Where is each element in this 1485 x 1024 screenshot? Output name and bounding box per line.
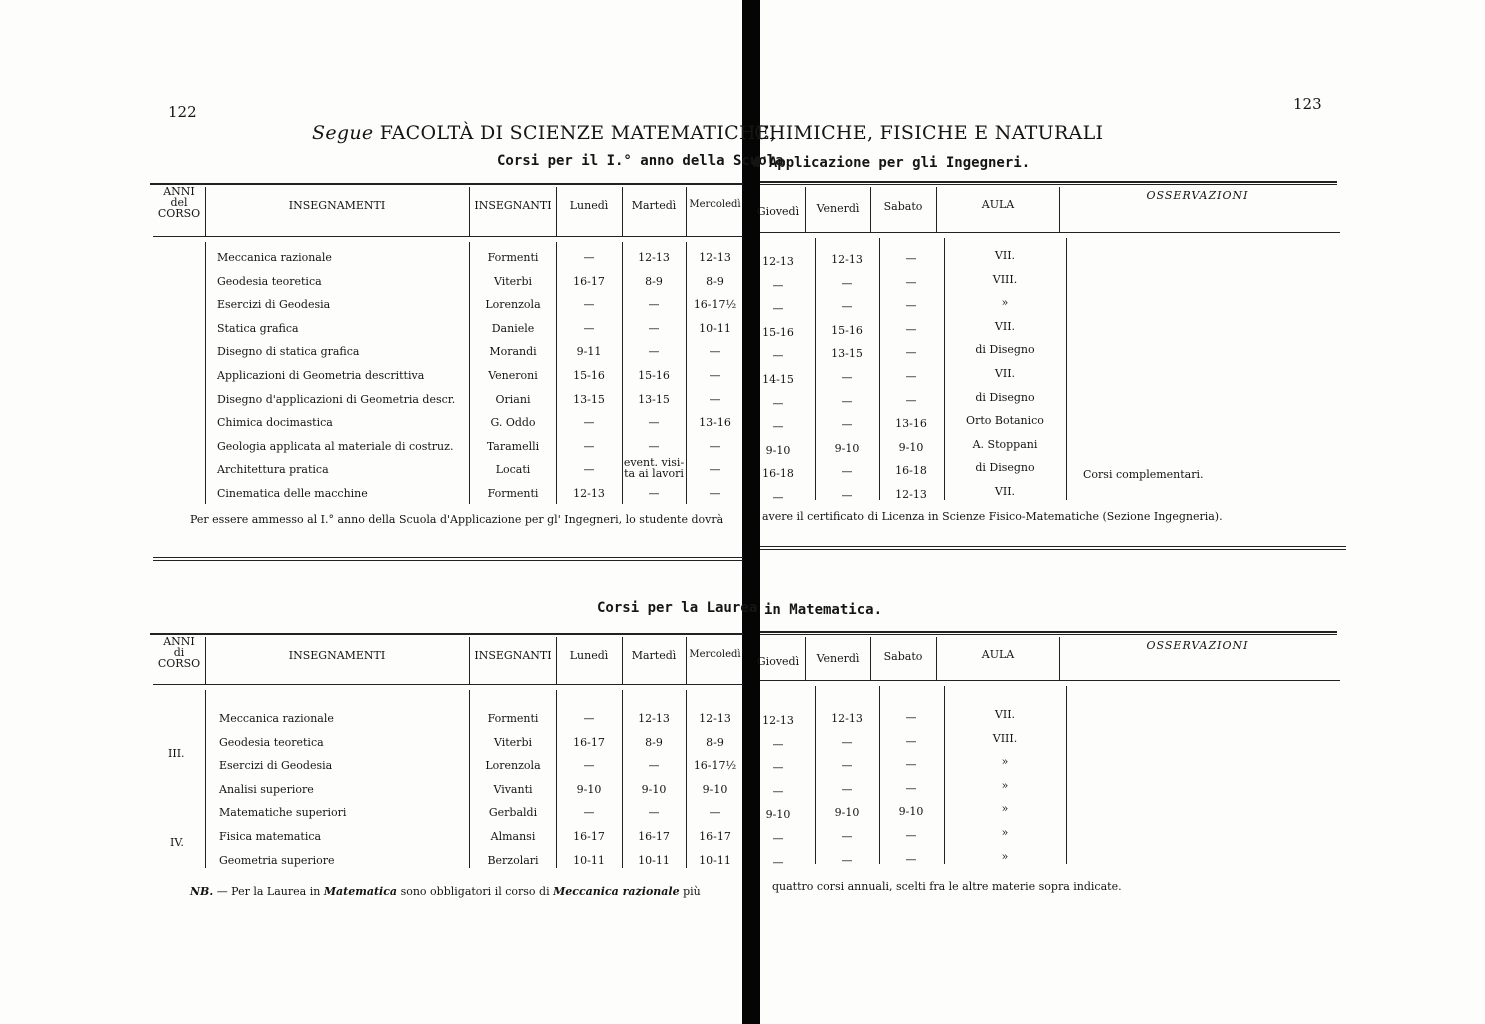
nb-label: NB.: [190, 885, 214, 898]
cell-martedi: 8-9: [645, 735, 663, 749]
cell-venerdi: 13-15: [831, 347, 863, 361]
cell-martedi: —: [648, 759, 660, 773]
header-insegnamenti: INSEGNAMENTI: [288, 649, 386, 662]
table-top-rule: [150, 633, 743, 635]
header-venerdi: Venerdì: [816, 652, 860, 665]
section1-note-right: avere il certificato di Licenza in Scienze Fisico-Matematiche (Sezione Ingegneria).: [762, 510, 1223, 523]
cell-mercoledi: 10-11: [699, 853, 731, 867]
cell-venerdi: —: [841, 418, 853, 432]
cell-aula: VII.: [994, 708, 1016, 721]
cell-aula: VII.: [994, 319, 1016, 333]
divider-line: [760, 546, 1346, 547]
cell-lunedi: 16-17: [573, 830, 605, 843]
cell-aula: di Disegno: [975, 461, 1035, 475]
cell-mercoledi: —: [709, 345, 721, 359]
course-name: Meccanica razionale: [217, 251, 332, 264]
cell-sabato: —: [905, 829, 917, 842]
cell-martedi: —: [648, 806, 660, 820]
table-top-rule: [150, 183, 743, 185]
header-lunedi: Lunedì: [569, 199, 609, 212]
cell-aula: A. Stoppani: [972, 437, 1038, 451]
header-insegnanti: INSEGNANTI: [474, 649, 552, 662]
year-label-fourth: IV.: [170, 836, 184, 849]
cell-venerdi: —: [841, 830, 853, 843]
course-name: Applicazioni di Geometria descrittiva: [217, 369, 425, 382]
cell-lunedi: 10-11: [573, 853, 605, 867]
cell-sabato: 9-10: [898, 805, 924, 819]
cell-giovedi: —: [772, 491, 784, 504]
header-osservazioni: OSSERVAZIONI: [1146, 189, 1249, 202]
cell-lunedi: 9-11: [576, 345, 602, 359]
cell-giovedi: 15-16: [762, 325, 794, 339]
title-left-text: FACOLTÀ DI SCIENZE MATEMATICHE,: [379, 122, 777, 144]
cell-aula: »: [1001, 296, 1009, 310]
course-name: Esercizi di Geodesia: [217, 298, 331, 312]
teacher-name: Daniele: [491, 321, 535, 335]
cell-venerdi: —: [841, 782, 853, 796]
cell-giovedi: —: [772, 737, 784, 751]
header-giovedi: Giovedì: [756, 655, 800, 668]
table-top-rule: [760, 631, 1337, 633]
cell-mercoledi: —: [709, 439, 721, 453]
teacher-name: Formenti: [487, 712, 539, 725]
title-left: [312, 122, 776, 144]
section1-subtitle-left: Corsi per il I.° anno della Scuola: [497, 153, 784, 169]
cell-giovedi: —: [772, 855, 784, 869]
cell-mercoledi: —: [709, 487, 721, 500]
left-page-number: 122: [168, 103, 197, 121]
note-italic-2: Meccanica razionale: [553, 885, 680, 898]
course-name: Geometria superiore: [219, 853, 335, 867]
teacher-name: Lorenzola: [485, 298, 541, 312]
teacher-name: Formenti: [487, 251, 539, 264]
cell-giovedi: —: [772, 832, 784, 845]
table-top-rule: [760, 634, 1337, 635]
cell-venerdi: —: [841, 371, 853, 384]
header-insegnanti: INSEGNANTI: [474, 199, 552, 212]
cell-venerdi: 12-13: [831, 712, 863, 725]
cell-mercoledi: 13-16: [699, 416, 731, 430]
cell-sabato: —: [905, 393, 917, 407]
cell-lunedi: 9-10: [576, 782, 602, 796]
cell-martedi: 9-10: [641, 782, 667, 796]
cell-martedi: —: [648, 345, 660, 359]
header-sabato: Sabato: [883, 650, 923, 663]
title-right: CHIMICHE, FISICHE E NATURALI: [754, 122, 1104, 144]
cell-giovedi: 12-13: [762, 714, 794, 727]
teacher-name: Vivanti: [493, 782, 533, 796]
section1-note-left: Per essere ammesso al I.° anno della Scuola d'Applicazione per gl' Ingegneri, lo studente dovrà: [190, 513, 724, 526]
table-header-rule: [760, 232, 1340, 233]
cell-mercoledi: —: [709, 392, 721, 406]
cell-mercoledi: 8-9: [706, 735, 724, 749]
teacher-name: Viterbi: [493, 274, 533, 288]
cell-mercoledi: 16-17: [699, 830, 731, 843]
header-martedi: Martedì: [631, 649, 677, 662]
observation-note: Corsi complementari.: [1083, 468, 1204, 481]
divider-line: [153, 560, 743, 561]
divider-line: [153, 557, 743, 558]
header-venerdi: Venerdì: [816, 202, 860, 215]
teacher-name: Taramelli: [486, 439, 540, 453]
teacher-name: Almansi: [490, 830, 536, 843]
header-osservazioni: OSSERVAZIONI: [1146, 639, 1249, 652]
cell-lunedi: —: [583, 712, 595, 725]
column-separator: [205, 242, 206, 504]
teacher-name: Morandi: [489, 345, 537, 359]
table-header-rule: [153, 684, 743, 685]
cell-aula: VII.: [994, 485, 1016, 498]
cell-giovedi: 16-18: [762, 467, 794, 481]
course-name: Statica grafica: [217, 321, 299, 335]
header-giovedi: Giovedì: [756, 205, 800, 218]
teacher-name: Berzolari: [487, 853, 539, 867]
cell-lunedi: 16-17: [573, 735, 605, 749]
column-separator: [205, 187, 206, 236]
cell-lunedi: —: [583, 463, 595, 477]
cell-lunedi: 12-13: [573, 487, 605, 500]
course-name: Disegno d'applicazioni di Geometria descr.: [217, 392, 456, 406]
cell-giovedi: —: [772, 761, 784, 775]
cell-lunedi: 15-16: [573, 369, 605, 382]
teacher-name: Formenti: [487, 487, 539, 500]
cell-venerdi: —: [841, 759, 853, 773]
cell-giovedi: 9-10: [765, 808, 791, 822]
cell-mercoledi: 10-11: [699, 321, 731, 335]
course-name: Meccanica razionale: [219, 712, 334, 725]
column-separator: [205, 637, 206, 684]
cell-martedi: 16-17: [638, 830, 670, 843]
cell-martedi: 13-15: [638, 392, 670, 406]
cell-sabato: —: [905, 275, 917, 289]
course-name: Cinematica delle macchine: [217, 487, 368, 500]
note-text-3: più: [683, 885, 701, 898]
cell-sabato: —: [905, 252, 917, 265]
cell-aula: »: [1001, 778, 1009, 792]
header-anni-1: ANNI: [163, 635, 195, 648]
cell-venerdi: —: [841, 735, 853, 749]
cell-sabato: —: [905, 370, 917, 383]
header-aula: AULA: [981, 198, 1015, 211]
cell-venerdi: —: [841, 465, 853, 479]
cell-lunedi: —: [583, 321, 595, 335]
course-name: Chimica docimastica: [217, 416, 333, 430]
cell-mercoledi: 9-10: [702, 782, 728, 796]
cell-sabato: —: [905, 299, 917, 313]
cell-lunedi: —: [583, 251, 595, 264]
column-separator: [1066, 238, 1067, 500]
cell-mercoledi: 16-17½: [693, 759, 737, 773]
cell-lunedi: —: [583, 298, 595, 312]
course-name: Matematiche superiori: [219, 806, 347, 820]
teacher-name: G. Oddo: [490, 416, 536, 430]
section2-note-left: [190, 885, 701, 898]
cell-aula: di Disegno: [975, 390, 1035, 404]
cell-venerdi: —: [841, 853, 853, 867]
cell-lunedi: —: [583, 416, 595, 430]
header-martedi: Martedì: [631, 199, 677, 212]
cell-sabato: —: [905, 711, 917, 724]
course-name: Architettura pratica: [217, 463, 329, 477]
teacher-name: Viterbi: [493, 735, 533, 749]
section1-subtitle-right: d'Applicazione per gli Ingegneri.: [752, 155, 1031, 171]
section2-note-right: quattro corsi annuali, scelti fra le altre materie sopra indicate.: [772, 880, 1122, 893]
header-aula: AULA: [981, 648, 1015, 661]
cell-venerdi: —: [841, 489, 853, 502]
cell-giovedi: 14-15: [762, 373, 794, 386]
cell-martedi: event. visi-: [623, 456, 685, 470]
header-sabato: Sabato: [883, 200, 923, 213]
cell-sabato: —: [905, 758, 917, 772]
cell-mercoledi: 12-13: [699, 712, 731, 725]
course-name: Fisica matematica: [219, 830, 322, 843]
table-header-rule: [760, 680, 1340, 681]
cell-lunedi: —: [583, 439, 595, 453]
cell-sabato: 9-10: [898, 440, 924, 454]
cell-sabato: 12-13: [895, 488, 927, 501]
header-insegnamenti: INSEGNAMENTI: [288, 199, 386, 212]
cell-martedi: 8-9: [645, 274, 663, 288]
teacher-name: Locati: [495, 463, 531, 477]
cell-mercoledi: —: [709, 806, 721, 820]
cell-sabato: —: [905, 852, 917, 866]
course-name: Geodesia teoretica: [219, 735, 324, 749]
header-anni-3: CORSO: [157, 657, 201, 670]
cell-aula: VIII.: [992, 272, 1018, 286]
cell-mercoledi: 8-9: [706, 274, 724, 288]
course-name: Disegno di statica grafica: [217, 345, 360, 359]
cell-aula: VIII.: [992, 731, 1018, 745]
right-page-number: 123: [1293, 95, 1322, 113]
cell-giovedi: —: [772, 784, 784, 798]
table-header-rule: [153, 236, 743, 237]
cell-lunedi: 16-17: [573, 274, 605, 288]
teacher-name: Lorenzola: [485, 759, 541, 773]
cell-aula: Orto Botanico: [966, 414, 1044, 428]
cell-martedi: 10-11: [638, 853, 670, 867]
column-separator: [1066, 686, 1067, 864]
table-top-rule: [760, 181, 1337, 183]
cell-mercoledi: 12-13: [699, 251, 731, 264]
cell-sabato: —: [905, 346, 917, 360]
section2-subtitle-right: in Matematica.: [764, 602, 883, 618]
header-mercoledi: Mercoledì: [689, 649, 741, 660]
cell-venerdi: 12-13: [831, 253, 863, 266]
divider-line: [760, 549, 1346, 550]
cell-martedi: —: [648, 416, 660, 430]
note-text-1: — Per la Laurea in: [216, 885, 321, 898]
cell-lunedi: —: [583, 759, 595, 773]
note-text-2: sono obbligatori il corso di: [400, 885, 550, 898]
cell-sabato: —: [905, 781, 917, 795]
header-anni-3: CORSO: [157, 207, 201, 220]
cell-giovedi: 12-13: [762, 255, 794, 268]
cell-venerdi: —: [841, 300, 853, 314]
header-anni-1: ANNI: [163, 185, 195, 198]
course-name: Esercizi di Geodesia: [219, 759, 333, 773]
cell-martedi: —: [648, 321, 660, 335]
cell-giovedi: —: [772, 396, 784, 410]
cell-martedi: ta ai lavori: [624, 467, 684, 481]
header-anni-2: del: [170, 196, 188, 209]
cell-martedi: —: [648, 298, 660, 312]
cell-sabato: 16-18: [895, 464, 927, 478]
cell-giovedi: —: [772, 420, 784, 434]
cell-venerdi: —: [841, 394, 853, 408]
cell-giovedi: 9-10: [765, 443, 791, 457]
cell-mercoledi: —: [709, 463, 721, 477]
cell-mercoledi: —: [709, 369, 721, 382]
cell-aula: VII.: [994, 367, 1016, 380]
cell-lunedi: —: [583, 806, 595, 820]
header-mercoledi: Mercoledì: [689, 199, 741, 210]
column-separator: [686, 187, 687, 236]
cell-giovedi: —: [772, 349, 784, 363]
column-separator: [686, 637, 687, 684]
cell-martedi: 12-13: [638, 251, 670, 264]
course-name: Geodesia teoretica: [217, 274, 322, 288]
table-top-rule: [760, 184, 1337, 185]
cell-sabato: —: [905, 734, 917, 748]
cell-martedi: —: [648, 439, 660, 453]
header-anni-2: di: [173, 646, 185, 659]
course-name: Analisi superiore: [219, 782, 314, 796]
section2-subtitle-left: Corsi per la Laurea: [597, 600, 758, 616]
cell-martedi: —: [648, 487, 660, 500]
teacher-name: Oriani: [495, 392, 531, 406]
cell-venerdi: 15-16: [831, 323, 863, 337]
cell-aula: »: [1001, 755, 1009, 769]
cell-lunedi: 13-15: [573, 392, 605, 406]
teacher-name: Gerbaldi: [488, 806, 538, 820]
cell-martedi: 15-16: [638, 369, 670, 382]
cell-aula: VII.: [994, 249, 1016, 262]
column-separator: [205, 690, 206, 868]
teacher-name: Veneroni: [488, 369, 538, 382]
cell-aula: di Disegno: [975, 343, 1035, 357]
course-name: Geologia applicata al materiale di costruz.: [217, 439, 454, 453]
header-lunedi: Lunedì: [569, 649, 609, 662]
cell-giovedi: —: [772, 278, 784, 292]
cell-venerdi: —: [841, 276, 853, 290]
title-italic: Segue: [312, 122, 374, 144]
cell-venerdi: 9-10: [834, 441, 860, 455]
year-label-third: III.: [168, 747, 185, 760]
cell-aula: »: [1001, 849, 1009, 863]
cell-sabato: 13-16: [895, 417, 927, 431]
cell-aula: »: [1001, 826, 1009, 839]
cell-venerdi: 9-10: [834, 806, 860, 820]
cell-sabato: —: [905, 322, 917, 336]
cell-martedi: 12-13: [638, 712, 670, 725]
note-italic-1: Matematica: [323, 885, 398, 898]
cell-aula: »: [1001, 802, 1009, 816]
cell-giovedi: —: [772, 302, 784, 316]
cell-mercoledi: 16-17½: [693, 298, 737, 312]
